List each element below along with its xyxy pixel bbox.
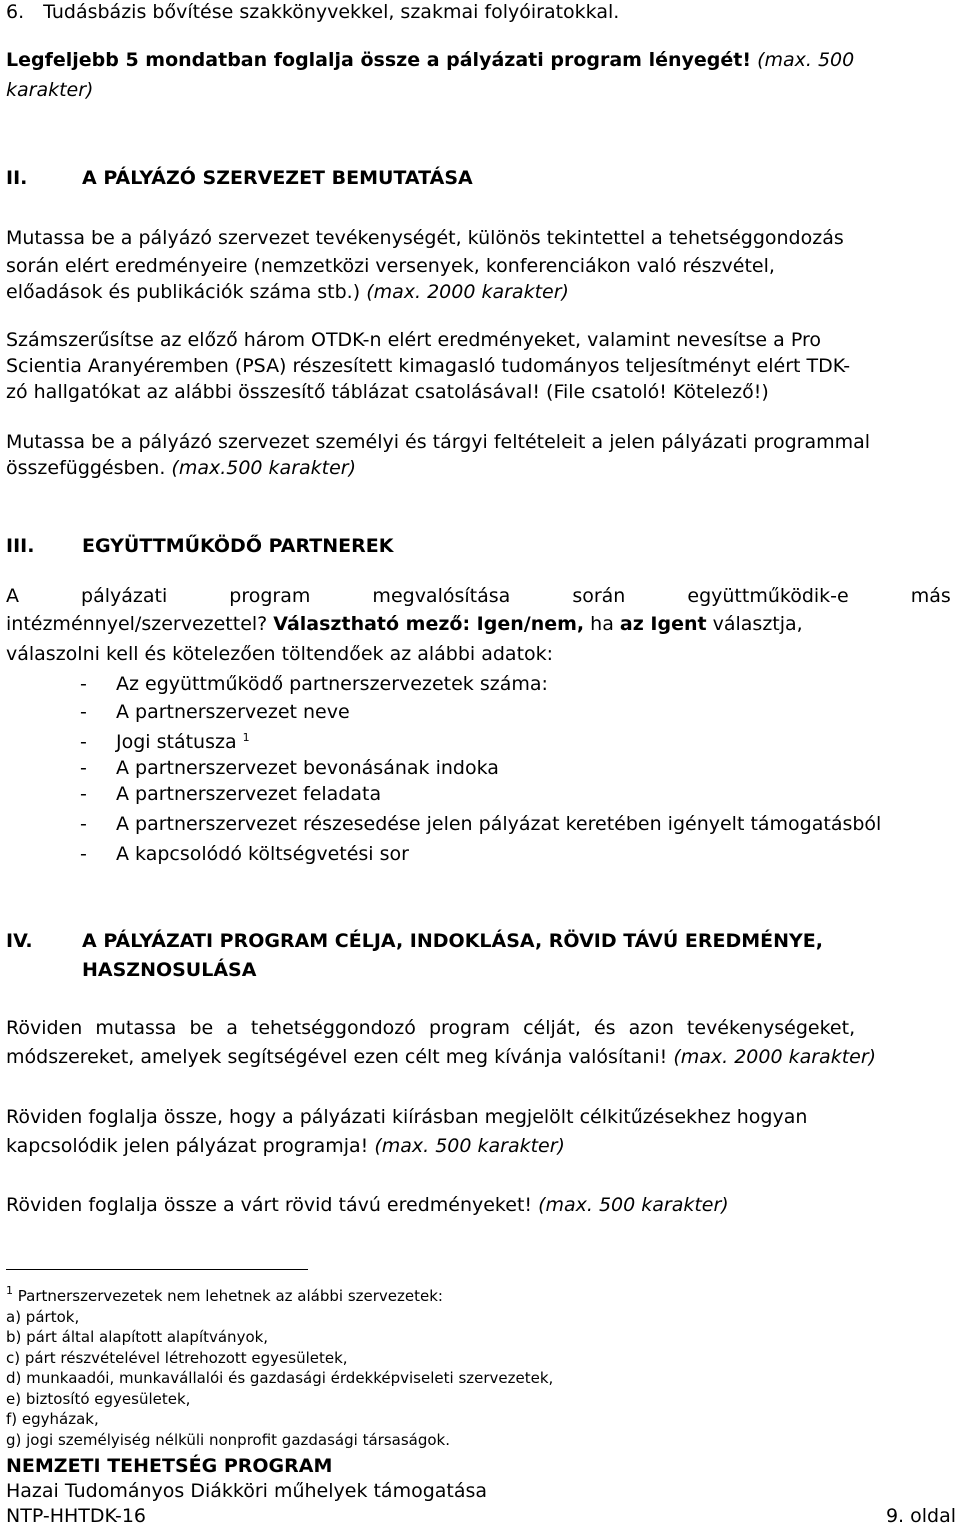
sec2-p2-line1: Számszerűsítse az előző három OTDK-n elért eredményeket, valamint nevesítse a Pro bbox=[6, 329, 821, 351]
list-dash: - bbox=[80, 757, 87, 779]
list-dash: - bbox=[80, 701, 87, 723]
footer-code: NTP-HHTDK-16 bbox=[6, 1505, 147, 1527]
sec4-p2-line1: Röviden foglalja össze, hogy a pályázati kiírásban megjelölt célkitűzésekhez hogyan bbox=[6, 1106, 808, 1128]
sec3-p1-line2-d: az Igent bbox=[619, 613, 707, 635]
sec3-p1-line1 bbox=[6, 584, 956, 608]
list-item bbox=[80, 672, 548, 696]
sec2-p2-line3: zó hallgatókat az alábbi összesítő táblázat csatolásával! (File csatoló! Kötelező!) bbox=[6, 381, 769, 403]
list-item-text: Jogi státusza bbox=[116, 731, 237, 753]
list-item-text: A partnerszervezet neve bbox=[116, 701, 350, 723]
footnote-line: a) pártok, bbox=[6, 1308, 80, 1326]
footnote-line: f) egyházak, bbox=[6, 1410, 99, 1428]
sec4-p3 bbox=[6, 1193, 729, 1217]
footer-bottom-row bbox=[6, 1504, 956, 1528]
footer-program: NEMZETI TEHETSÉG PROGRAM bbox=[6, 1455, 333, 1477]
sec2-p3-line2-text: összefüggésben. bbox=[6, 457, 166, 479]
list-item-text: A partnerszervezet bevonásának indoka bbox=[116, 757, 499, 779]
sec4-p2-line2-text: kapcsolódik jelen pályázat programja! bbox=[6, 1135, 369, 1157]
section-2-title: A PÁLYÁZÓ SZERVEZET BEMUTATÁSA bbox=[82, 167, 473, 189]
sec4-p2-limit: (max. 500 karakter) bbox=[374, 1135, 565, 1157]
sec3-choice-field: Választható mező: Igen/nem, bbox=[273, 613, 585, 635]
sec4-p2-line2 bbox=[6, 1134, 565, 1158]
footnote-line: g) jogi személyiség nélküli nonprofit gazdasági társaságok. bbox=[6, 1431, 450, 1449]
footnote-line: b) párt által alapított alapítványok, bbox=[6, 1328, 269, 1346]
summary-bold: Legfeljebb 5 mondatban foglalja össze a pályázati program lényegét! bbox=[6, 49, 752, 71]
list-item bbox=[80, 700, 350, 724]
summary-prompt bbox=[6, 48, 854, 72]
summary-limit-cont: karakter) bbox=[6, 79, 94, 101]
list-dash: - bbox=[80, 783, 87, 805]
page-number: 9. oldal bbox=[885, 1505, 956, 1527]
sec2-p1-line3 bbox=[6, 280, 569, 304]
sec4-p1-line1 bbox=[6, 1016, 956, 1040]
footnote-text: Partnerszervezetek nem lehetnek az alábbi szervezetek: bbox=[17, 1287, 443, 1305]
sec2-p3-line2 bbox=[6, 456, 356, 480]
sec3-p1-line3: válaszolni kell és kötelezően töltendőek az alábbi adatok: bbox=[6, 643, 554, 665]
sec2-p2-line2: Scientia Aranyéremben (PSA) részesített kimagasló tudományos teljesítményt elért TDK- bbox=[6, 355, 851, 377]
list-item bbox=[80, 782, 381, 806]
sec4-p3-text: Röviden foglalja össze a várt rövid távú eredményeket! bbox=[6, 1194, 533, 1216]
footnote-line: c) párt részvételével létrehozott egyesületek, bbox=[6, 1349, 348, 1367]
footer-subtitle: Hazai Tudományos Diákköri műhelyek támogatása bbox=[6, 1480, 488, 1502]
footnote-reference: 1 bbox=[242, 731, 250, 744]
sec3-p1-line2-a: intézménnyel/szervezettel? bbox=[6, 613, 268, 635]
sec4-p3-limit: (max. 500 karakter) bbox=[538, 1194, 729, 1216]
sec2-p1-line3-text: előadások és publikációk száma stb.) bbox=[6, 281, 361, 303]
section-3-title: EGYÜTTMŰKÖDŐ PARTNEREK bbox=[82, 535, 394, 557]
section-4-title-cont: HASZNOSULÁSA bbox=[82, 959, 257, 981]
item-6: 6. Tudásbázis bővítése szakkönyvekkel, szakmai folyóiratokkal. bbox=[6, 1, 620, 23]
list-dash: - bbox=[80, 843, 87, 865]
section-4-title: A PÁLYÁZATI PROGRAM CÉLJA, INDOKLÁSA, RÖVID TÁVÚ EREDMÉNYE, bbox=[82, 930, 823, 952]
sec4-p1-limit: (max. 2000 karakter) bbox=[673, 1046, 877, 1068]
footnote-line: d) munkaadói, munkavállalói és gazdasági érdekképviseleti szervezetek, bbox=[6, 1369, 554, 1387]
sec2-p1-limit: (max. 2000 karakter) bbox=[366, 281, 569, 303]
list-dash: - bbox=[80, 731, 87, 753]
sec2-p1-line1: Mutassa be a pályázó szervezet tevékenységét, különös tekintettel a tehetséggondozás bbox=[6, 227, 844, 249]
sec2-p1-line2: során elért eredményeire (nemzetközi versenyek, konferenciákon való részvétel, bbox=[6, 255, 775, 277]
sec3-p1-line1-text: A pályázati program megvalósítása során együttműködik-e más bbox=[6, 585, 951, 607]
summary-limit: (max. 500 bbox=[757, 49, 855, 71]
section-3-number: III. bbox=[6, 535, 35, 557]
list-item bbox=[80, 812, 881, 836]
list-item-text: A partnerszervezet részesedése jelen pályázat keretében igényelt támogatásból bbox=[116, 813, 882, 835]
section-4-number: IV. bbox=[6, 930, 33, 952]
list-item-text: A partnerszervezet feladata bbox=[116, 783, 382, 805]
list-item bbox=[80, 756, 499, 780]
section-2-heading bbox=[6, 166, 473, 190]
sec2-p3-line1: Mutassa be a pályázó szervezet személyi és tárgyi feltételeit a jelen pályázati programmal bbox=[6, 431, 871, 453]
section-4-heading bbox=[6, 929, 823, 953]
section-2-number: II. bbox=[6, 167, 28, 189]
list-dash: - bbox=[80, 813, 87, 835]
list-item-text: Az együttműködő partnerszervezetek száma: bbox=[116, 673, 548, 695]
footnote-line: e) biztosító egyesületek, bbox=[6, 1390, 191, 1408]
list-item-text: A kapcsolódó költségvetési sor bbox=[116, 843, 409, 865]
sec3-p1-line2-e: választja, bbox=[712, 613, 803, 635]
sec4-p1-line1-text: Röviden mutassa be a tehetséggondozó program célját, és azon tevékenységeket, bbox=[6, 1017, 856, 1039]
sec4-p1-line2 bbox=[6, 1045, 876, 1069]
list-item bbox=[80, 730, 250, 754]
sec3-p1-line2-c: ha bbox=[590, 613, 614, 635]
footnote-line bbox=[6, 1286, 443, 1306]
footnote-number: 1 bbox=[6, 1284, 13, 1297]
sec3-p1-line2 bbox=[6, 612, 803, 636]
list-item bbox=[80, 842, 409, 866]
list-dash: - bbox=[80, 673, 87, 695]
sec2-p3-limit: (max.500 karakter) bbox=[171, 457, 357, 479]
section-3-heading bbox=[6, 534, 393, 558]
footnote-divider bbox=[6, 1269, 308, 1270]
sec4-p1-line2-text: módszereket, amelyek segítségével ezen célt meg kívánja valósítani! bbox=[6, 1046, 668, 1068]
